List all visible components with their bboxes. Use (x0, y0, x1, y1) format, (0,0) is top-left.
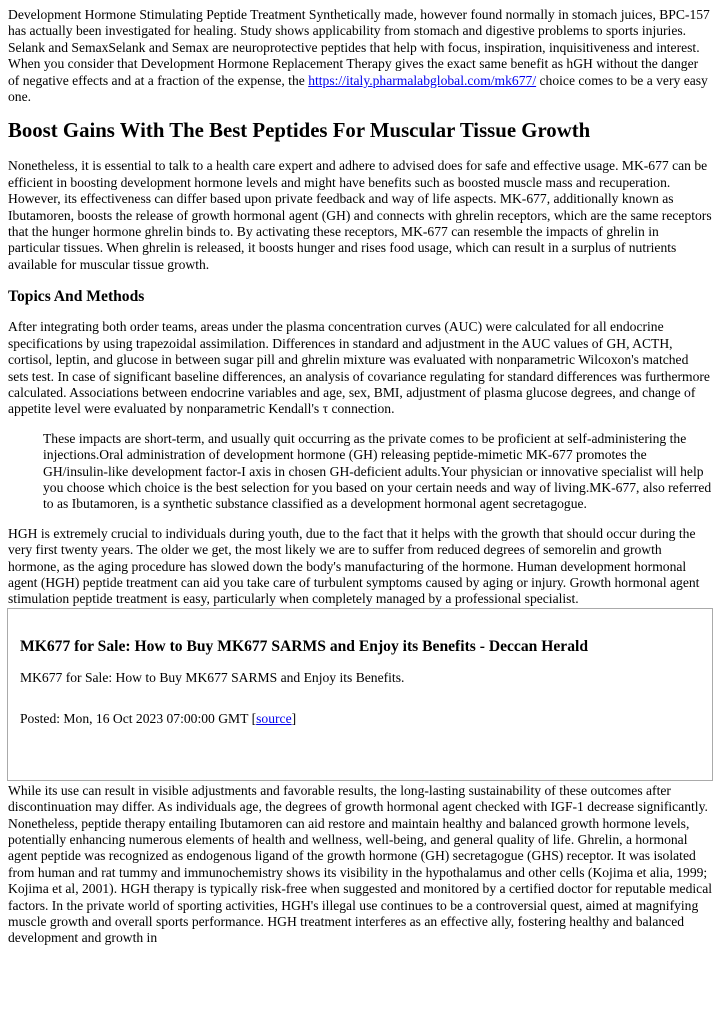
news-card (7, 608, 713, 781)
news-source-link[interactable]: source (256, 711, 292, 727)
section-heading-topics: Topics And Methods (8, 288, 145, 306)
news-title: MK677 for Sale: How to Buy MK677 SARMS and Enjoy its Benefits - Deccan Herald (20, 637, 588, 655)
closing-paragraph: While its use can result in visible adjustments and favorable results, the long-lasting sustainability of these outcomes after discontinuation may differ. As individuals age, the degrees of growth hormonal agent checked with IGF-1 decrease significantly. Nonetheless, peptide therapy entailing Ibutamoren can aid restore and maintain healthy and balanced growth hormone levels, potentially enhancing numerous elements of health and wellness, well-being, and general quality of life. Ghrelin, a hormonal agent peptide was recognized as endogenous ligand of the growth hormone (GH) secretagogue (GHS) receptor. It was isolated from human and rat tummy and immunochemistry shows its visibility in the hypothalamus and other cells (Kojima et alia, 1999; Kojima et al, 2001). HGH therapy is typically risk-free when suggested and monitored by a certified doctor for reputable medical factors. In the private world of sporting activities, HGH's illegal use continues to be a controversial quest, aimed at magnifying muscle growth and overall sports performance. HGH treatment interferes as an effective ally, fostering healthy and balanced development and growth in (8, 782, 713, 946)
news-posted (20, 711, 700, 727)
topics-paragraph: After integrating both order teams, areas under the plasma concentration curves (AUC) were calculated for all endocrine specifications by using trapezoidal assimilation. Differences in standard and adjustment in the AUC values of GH, ACTH, cortisol, leptin, and glucose in between sugar pill and ghrelin mixture was evaluated with nonparametric Wilcoxon's matched sets test. In case of significant baseline differences, an analysis of covariance regulating for standard differences was furthermore calculated. Associations between endocrine variables and age, sex, BMI, adjustment of plasma glucose degrees, and change of appetite level were evaluated by nonparametric Kendall's τ connection. (8, 319, 710, 417)
intro-paragraph (8, 7, 712, 105)
quote-block: These impacts are short-term, and usually quit occurring as the private comes to be proficient at self-administering the injections.Oral administration of development hormone (GH) releasing peptide-mimetic MK-677 promotes the GH/insulin-like development factor-I axis in chosen GH-deficient adults.Your physician or innovative specialist will help you choose which choice is the best selection for you based on your certain needs and way of living.MK-677, also referred to as Ibutamoren, is a synthetic substance classified as a development hormonal agent secretagogue. (43, 430, 712, 512)
product-link[interactable]: https://italy.pharmalabglobal.com/mk677/ (308, 72, 537, 88)
intro-tail: choice comes to be a very easy one. (8, 72, 708, 105)
news-description: MK677 for Sale: How to Buy MK677 SARMS and Enjoy its Benefits. (20, 669, 405, 685)
news-posted-date: Posted: Mon, 16 Oct 2023 07:00:00 GMT [ (20, 711, 257, 727)
peptides-paragraph: Nonetheless, it is essential to talk to a health care expert and adhere to advised does for safe and effective usage. MK-677 can be efficient in boosting development hormone levels and might have benefits such as boosted muscle mass and recuperation. However, its effectiveness can differ based upon private feedback and way of life aspects. MK-677, additionally known as Ibutamoren, boosts the release of growth hormonal agent (GH) and connects with ghrelin receptors, which are the same receptors that the hunger hormone ghrelin binds to. By activating these receptors, MK-677 can resemble the impacts of ghrelin in particular tissues. When ghrelin is released, it boosts hunger and rises food usage, which can result in a surplus of nutrients available for muscular tissue growth. (8, 158, 712, 272)
news-posted-close: ] (291, 711, 297, 727)
section-heading-peptides: Boost Gains With The Best Peptides For Muscular Tissue Growth (8, 119, 591, 143)
hgh-paragraph: HGH is extremely crucial to individuals during youth, due to the fact that it helps with the growth that should occur during the very first twenty years. The older we get, the most likely we are to suffer from reduced degrees of semorelin and growth hormone, as the aging procedure has slowed down the body's manufacturing of the hormone. Human development hormonal agent (HGH) peptide treatment can aid you take care of turbulent symptoms caused by aging or injury. Growth hormonal agent stimulation peptide treatment is easy, particularly when completely managed by a professional specialist. (8, 525, 700, 607)
intro-text: Development Hormone Stimulating Peptide Treatment Synthetically made, however found normally in stomach juices, BPC-157 has actually been investigated for healing. Study shows applicability from stomach and digestive problems to sports injuries. Selank and SemaxSelank and Semax are neuroprotective peptides that help with focus, inspiration, inquisitiveness and interest. When you consider that Development Hormone Replacement Therapy gives the exact same benefit as hGH without the danger of negative effects and at a fraction of the expense, the (8, 7, 710, 88)
